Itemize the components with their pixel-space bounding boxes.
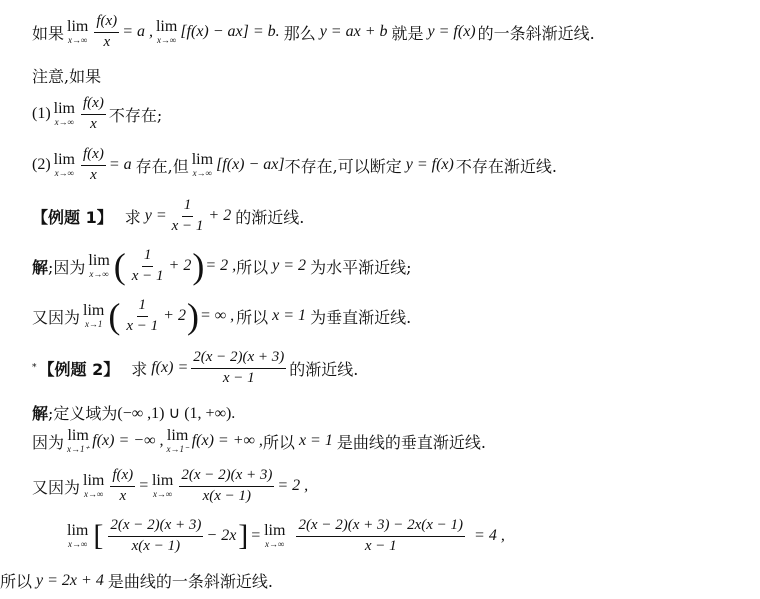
line-solution-2 xyxy=(32,401,235,424)
fraction-denominator: x − 1 xyxy=(364,537,397,554)
text: 存在,但 xyxy=(135,156,189,176)
text: 为水平渐近线; xyxy=(310,257,412,277)
text: 就是 xyxy=(391,23,424,43)
fraction xyxy=(179,468,274,505)
line-note xyxy=(32,64,101,87)
fraction-numerator: f(x) xyxy=(81,147,106,166)
math-expression: + 2 xyxy=(208,207,232,225)
fraction xyxy=(296,518,465,555)
math-expression: = a , xyxy=(122,23,153,41)
example-tag: 【例题 1】 xyxy=(32,207,113,227)
limit-subscript: x→∞ xyxy=(89,269,109,280)
text: 那么 xyxy=(283,23,316,43)
text: 又因为 xyxy=(32,307,81,327)
text: 所以 xyxy=(262,432,295,452)
fraction-denominator: x(x − 1) xyxy=(131,537,181,554)
math-expression: f(x) = +∞ , xyxy=(191,432,263,449)
line-intercept: lim x→∞ [ $\frac{2(x - 2)(x + 3)}{x(x - 1)}$ − 2x ] = lim x→∞ $\frac{2(x - 2)(x + 3) - 2x(x - 1)}{x - 1}$ = 4 , xyxy=(67,517,505,554)
math-expression: y = f(x) xyxy=(427,23,476,41)
math-expression: x = 1 xyxy=(298,432,333,449)
math-expression: = 2 , xyxy=(205,257,237,275)
fraction-numerator: 2(x − 2)(x + 3) xyxy=(108,518,203,537)
limit-operator: lim xyxy=(83,472,105,490)
line-conclusion xyxy=(0,569,273,592)
limit xyxy=(83,303,104,329)
limit-subscript: x→∞ xyxy=(152,489,173,500)
math-expression: − 2x xyxy=(206,527,237,545)
limit-operator: lim xyxy=(67,18,89,36)
limit xyxy=(54,101,75,127)
math-expression: = 2 , xyxy=(277,477,309,495)
line-example-2 xyxy=(32,350,358,387)
star-mark: * xyxy=(32,363,37,374)
math-expression: = 4 , xyxy=(474,527,505,545)
limit-operator: lim xyxy=(264,522,286,540)
limit-subscript: x→∞ xyxy=(67,539,88,550)
text: 的一条斜渐近线. xyxy=(477,23,595,43)
math-expression: + 2 xyxy=(163,307,186,325)
math-expression: = a xyxy=(108,156,132,174)
line-example-1 xyxy=(32,198,304,235)
line-slope xyxy=(32,468,308,505)
limit-operator: lim xyxy=(53,151,75,169)
math-expression: (−∞ ,1) ∪ (1, +∞). xyxy=(117,404,236,422)
limit-operator: lim xyxy=(67,522,89,540)
limit-subscript: x→∞ xyxy=(54,117,75,128)
limit-operator: lim xyxy=(67,427,89,444)
limit-operator: lim xyxy=(53,100,75,118)
math-expression: y = ax + b xyxy=(319,23,388,41)
math-expression: + 2 xyxy=(168,257,192,275)
limit xyxy=(54,152,75,178)
math-expression: = ∞ , xyxy=(199,307,235,325)
case-label: (1) xyxy=(32,105,51,123)
line-solution-1b: 又因为 lim x→1 ( $\frac{1}{x - 1}$ + 2 ) = ∞ , 所以 x = 1 为垂直渐近线. xyxy=(32,296,412,337)
fraction xyxy=(130,248,166,285)
fraction xyxy=(124,298,160,335)
math-expression: y = xyxy=(144,207,167,225)
limit-operator: lim xyxy=(88,252,110,270)
line-vertical-asymptote xyxy=(32,428,486,454)
fraction-numerator: 2(x − 2)(x + 3) − 2x(x − 1) xyxy=(296,518,465,537)
fraction-denominator: x xyxy=(119,487,127,504)
example-tag: 【例题 2】 xyxy=(38,359,120,379)
solution-label: 解 xyxy=(32,404,49,423)
fraction xyxy=(81,147,106,184)
text: 所以 xyxy=(236,307,269,327)
text: 所以 xyxy=(0,572,33,591)
fraction-denominator: x − 1 xyxy=(222,369,255,386)
limit-operator: lim xyxy=(166,427,189,444)
limit-subscript: x→∞ xyxy=(83,489,104,500)
text: 所以 xyxy=(236,257,269,277)
limit xyxy=(83,473,104,499)
text: 的渐近线. xyxy=(235,207,305,227)
line-solution-1: 解 ;因为 lim x→∞ ( $\frac{1}{x - 1}$ + 2 ) = 2 , 所以 y = 2 为水平渐近线; xyxy=(32,246,412,287)
fraction-numerator: 2(x − 2)(x + 3) xyxy=(191,350,286,369)
text: 因为 xyxy=(32,432,65,452)
text: ;定义域为 xyxy=(48,404,118,423)
math-expression: y = 2 xyxy=(272,257,307,275)
fraction-numerator: f(x) xyxy=(110,468,135,487)
text: 求 xyxy=(131,359,148,379)
limit xyxy=(88,253,109,279)
math-expression: f(x) = xyxy=(151,359,189,377)
text: 为垂直渐近线. xyxy=(310,307,412,327)
limit-subscript: x→1⁻ xyxy=(166,444,189,454)
fraction-numerator: f(x) xyxy=(81,96,106,115)
math-expression: = xyxy=(250,527,262,545)
fraction-numerator: f(x) xyxy=(94,14,119,33)
case-label: (2) xyxy=(32,156,51,174)
line-case-2 xyxy=(32,147,557,184)
limit xyxy=(192,152,213,178)
fraction-denominator: x xyxy=(103,33,111,50)
fraction-denominator: x − 1 xyxy=(131,267,164,284)
text: ;因为 xyxy=(48,257,86,277)
limit-operator: lim xyxy=(151,472,174,490)
fraction-denominator: x xyxy=(90,115,97,132)
fraction-numerator: 2(x − 2)(x + 3) xyxy=(179,468,274,487)
limit xyxy=(67,523,88,549)
limit xyxy=(152,473,173,499)
text: 不存在; xyxy=(108,105,163,125)
limit-subscript: x→∞ xyxy=(265,539,285,550)
fraction-denominator: x(x − 1) xyxy=(202,487,252,504)
fraction-numerator: 1 xyxy=(182,198,194,217)
fraction-denominator: x − 1 xyxy=(126,317,159,334)
limit-operator: lim xyxy=(191,151,214,169)
math-expression: [f(x) − ax] = b. xyxy=(180,23,280,41)
text: 又因为 xyxy=(32,477,81,497)
text: 如果 xyxy=(32,23,65,43)
math-expression: [f(x) − ax] xyxy=(216,156,285,174)
limit-subscript: x→∞ xyxy=(54,168,75,179)
text: 的渐近线. xyxy=(289,359,359,379)
fraction xyxy=(81,96,106,133)
fraction-denominator: x xyxy=(90,166,97,183)
text: 求 xyxy=(124,207,141,227)
solution-label: 解 xyxy=(32,257,49,277)
limit-subscript: x→1⁺ xyxy=(67,444,90,454)
limit-subscript: x→∞ xyxy=(67,35,88,46)
text: 注意,如果 xyxy=(32,67,102,86)
math-expression: y = 2x + 4 xyxy=(36,571,104,589)
limit xyxy=(67,428,89,454)
limit xyxy=(166,428,188,454)
line-definition xyxy=(32,14,595,51)
limit-operator: lim xyxy=(83,302,105,320)
fraction xyxy=(170,198,206,235)
fraction xyxy=(108,518,203,555)
limit-subscript: x→∞ xyxy=(192,168,213,179)
limit-subscript: x→∞ xyxy=(156,35,177,46)
line-case-1 xyxy=(32,96,162,133)
fraction-numerator: 1 xyxy=(142,248,154,267)
fraction xyxy=(110,468,135,505)
math-expression: x = 1 xyxy=(272,307,307,325)
text: 是曲线的垂直渐近线. xyxy=(336,432,486,452)
math-expression: = xyxy=(138,477,149,495)
limit xyxy=(264,523,285,549)
fraction xyxy=(191,350,286,387)
text: 是曲线的一条斜渐近线. xyxy=(107,572,273,591)
text: 不存在,可以断定 xyxy=(284,156,402,176)
limit-subscript: x→1 xyxy=(84,319,103,330)
limit-operator: lim xyxy=(155,18,178,36)
fraction-numerator: 1 xyxy=(137,298,149,317)
text: 不存在渐近线. xyxy=(455,156,557,176)
fraction-denominator: x − 1 xyxy=(171,217,204,234)
fraction xyxy=(94,14,119,51)
math-expression: f(x) = −∞ , xyxy=(92,432,164,449)
limit xyxy=(156,19,177,45)
math-expression: y = f(x) xyxy=(405,156,454,174)
limit xyxy=(67,19,88,45)
